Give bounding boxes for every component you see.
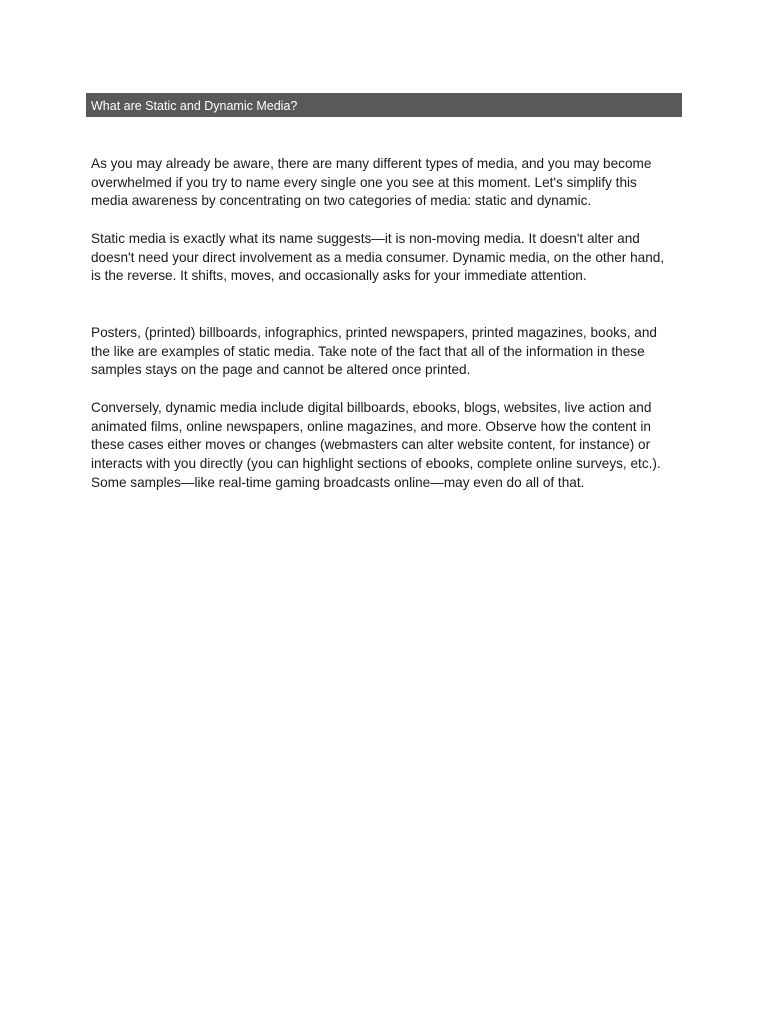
paragraph-line: As you may already be aware, there are many different types of media, and you may become — [91, 156, 652, 171]
section-title: What are Static and Dynamic Media? — [91, 99, 298, 113]
paragraph-line: interacts with you directly (you can highlight sections of ebooks, complete online surveys, etc.). — [91, 456, 661, 472]
paragraph-line: Static media is exactly what its name suggests—it is non-moving media. It doesn't alter and — [91, 231, 640, 246]
paragraph-line: samples stays on the page and cannot be altered once printed. — [91, 362, 471, 378]
paragraph-line: overwhelmed if you try to name every single one you see at this moment. Let's simplify this — [91, 174, 637, 190]
paragraph-line: Conversely, dynamic media include digital billboards, ebooks, blogs, websites, live action and — [91, 400, 652, 415]
paragraph-intro — [91, 155, 681, 211]
paragraph-line: these cases either moves or changes (webmasters can alter website content, for instance) or — [91, 437, 651, 453]
paragraph-line: doesn't need your direct involvement as a media consumer. Dynamic media, on the other hand, — [91, 249, 665, 265]
paragraph-line: Posters, (printed) billboards, infographics, printed newspapers, printed magazines, books, and — [91, 325, 657, 340]
paragraph-line: Some samples—like real-time gaming broadcasts online—may even do all of that. — [91, 474, 585, 490]
paragraph-dynamic-examples — [91, 399, 681, 493]
paragraph-line: the like are examples of static media. Take note of the fact that all of the information in these — [91, 343, 645, 359]
paragraph-definitions — [91, 230, 681, 286]
paragraph-static-examples — [91, 324, 681, 380]
paragraph-line: animated films, online newspapers, online magazines, and more. Observe how the content in — [91, 418, 651, 434]
paragraph-line: media awareness by concentrating on two categories of media: static and dynamic. — [91, 193, 592, 209]
paragraph-line: is the reverse. It shifts, moves, and occasionally asks for your immediate attention. — [91, 268, 587, 284]
section-title-bar — [86, 93, 682, 117]
